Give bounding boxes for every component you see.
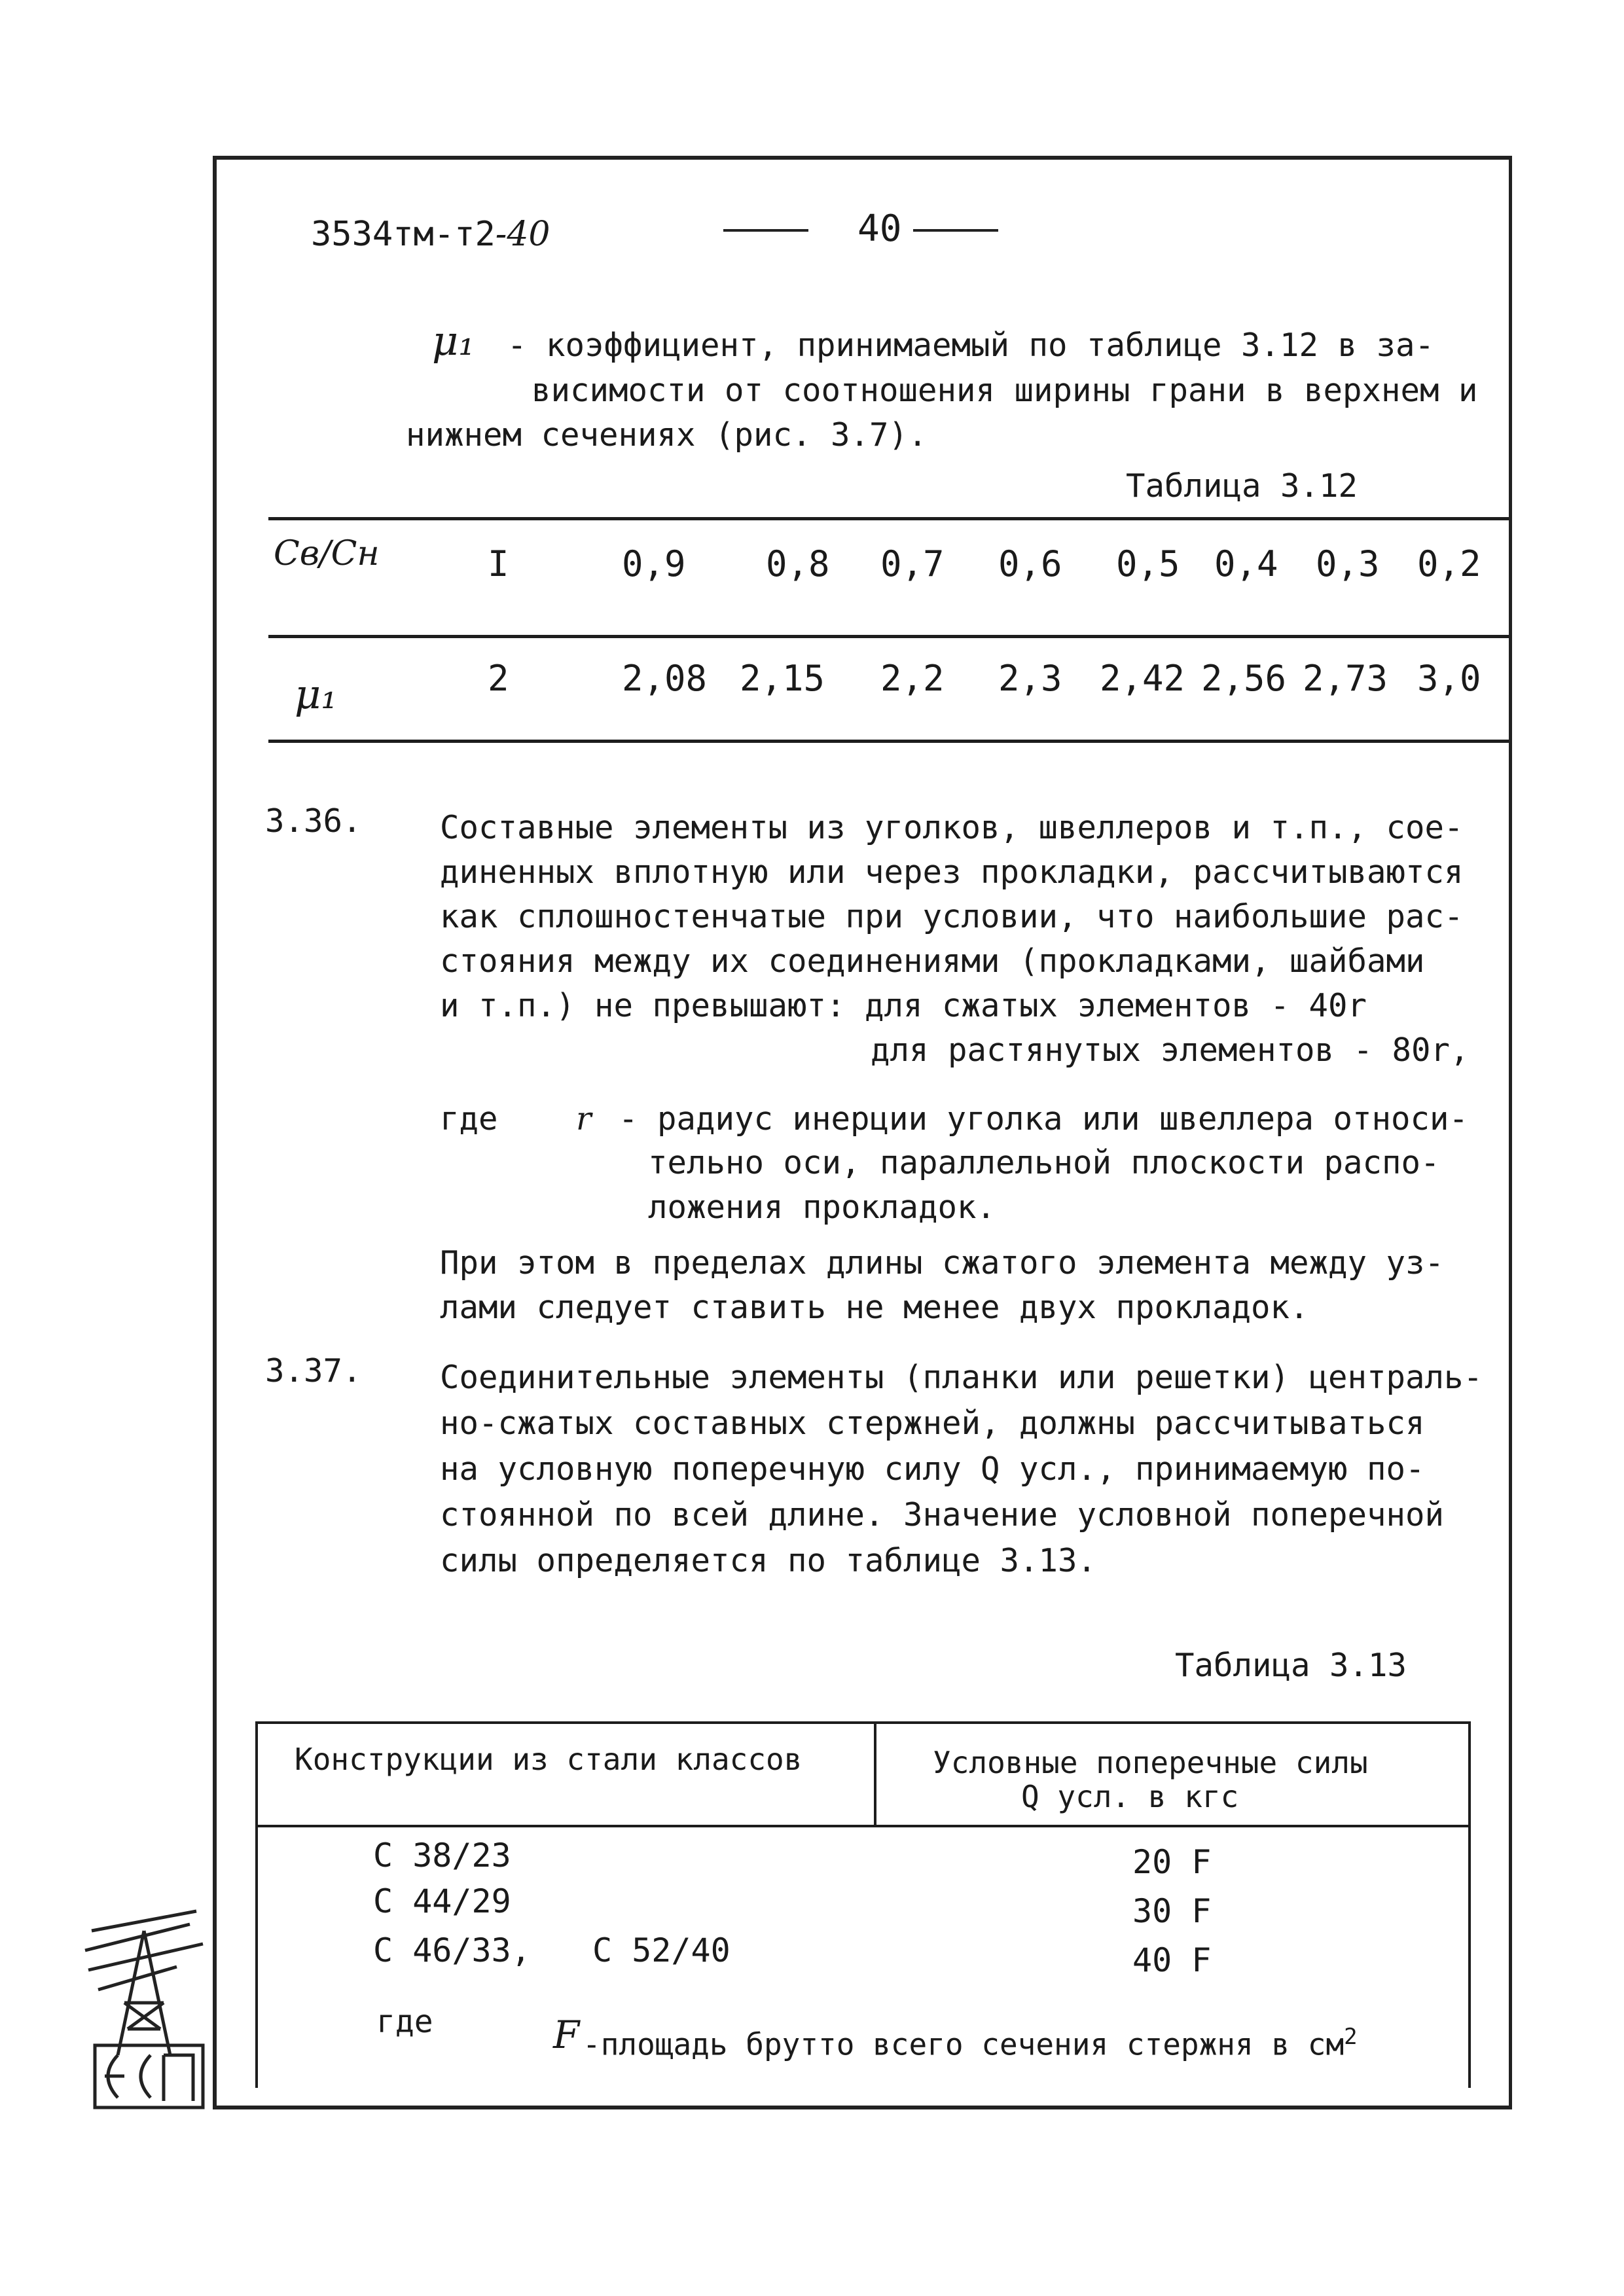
table-3-12-row2-label: μ₁ [295, 670, 338, 718]
table-3-13-force: 30 F [1132, 1892, 1212, 1930]
table-3-12-row1-label: Св/Сн [274, 534, 380, 573]
section-3-37-line: стоянной по всей длине. Значение условной поперечной [440, 1496, 1445, 1534]
table-3-12-caption: Таблица 3.12 [1126, 467, 1358, 505]
table-3-13-where-label: где [376, 2003, 433, 2040]
section-3-36-line: диненных вплотную или через прокладки, рассчитываются [440, 853, 1464, 891]
table-3-12-cell: 2,15 [740, 658, 825, 699]
section-3-37-line: на условную поперечную силу Q усл., принимаемую по- [440, 1450, 1425, 1488]
table-3-13-header-left: Конструкции из стали классов [295, 1742, 803, 1777]
handwritten-sheet-number: -40 [495, 215, 550, 254]
section-3-37-line: силы определяется по таблице 3.13. [440, 1542, 1097, 1579]
table-3-12-cell: 0,8 [766, 543, 830, 584]
table-3-12-cell: 0,2 [1417, 543, 1481, 584]
table-3-13-steel-class-2: С 52/40 [592, 1931, 731, 1969]
superscript-2: 2 [1344, 2024, 1358, 2050]
table-3-12-cell: 2,73 [1303, 658, 1388, 699]
table-3-12-cell: 0,6 [998, 543, 1062, 584]
table-3-12-cell: I [488, 543, 509, 584]
table-3-12-cell: 0,7 [880, 543, 945, 584]
mu-symbol: μ₁ [432, 317, 475, 365]
table-3-12-bottom-rule [268, 740, 1509, 743]
table-3-12-cell: 2,08 [622, 658, 708, 699]
table-3-13-steel-class: С 46/33, [373, 1931, 531, 1969]
section-3-36-where-label: где [440, 1100, 498, 1138]
table-3-13-left-rule [255, 1721, 258, 2088]
section-3-36-line: и т.п.) не превышают: для сжатых элементов - 40r [440, 987, 1367, 1024]
table-3-12-middle-rule [268, 635, 1509, 638]
table-3-13-force: 20 F [1132, 1843, 1212, 1881]
table-3-13-caption: Таблица 3.13 [1175, 1647, 1407, 1684]
table-3-12-cell: 3,0 [1417, 658, 1481, 699]
table-3-13-column-divider [874, 1721, 876, 1826]
section-3-36-where-line: ложения прокладок. [648, 1189, 996, 1226]
mu-line-2: висимости от соотношения ширины грани в верхнем и [532, 372, 1478, 409]
table-3-13-steel-class: С 44/29 [373, 1882, 511, 1920]
table-3-12-cell: 0,4 [1214, 543, 1278, 584]
table-3-13-header-right-2: Q усл. в кгс [1021, 1779, 1239, 1814]
section-3-36-where-line: - радиус инерции уголка или швеллера относи- [619, 1100, 1469, 1138]
table-3-12-cell: 0,5 [1116, 543, 1180, 584]
table-3-12-cell: 2,2 [880, 658, 945, 699]
area-symbol: F [553, 2013, 580, 2057]
table-3-13-top-rule [255, 1721, 1470, 1724]
table-3-13-where-text: -площадь брутто всего сечения стержня в $см^2$ [583, 2024, 1358, 2062]
page-number-left-dash [723, 229, 808, 232]
section-3-36-number: 3.36. [265, 802, 362, 840]
table-3-12-cell: 2,56 [1201, 658, 1287, 699]
section-3-37-line: Соединительные элементы (планки или решетки) централь- [440, 1359, 1483, 1396]
table-3-12-cell: 2 [488, 658, 509, 699]
section-3-36-line: для растянутых элементов - 80r, [871, 1031, 1470, 1069]
section-3-36-extra-line: При этом в пределах длины сжатого элемента между уз- [440, 1244, 1445, 1282]
section-3-36-line: как сплошностенчатые при условии, что наибольшие рас- [440, 898, 1464, 935]
table-3-12-cell: 2,42 [1100, 658, 1185, 699]
mu-line-3: нижнем сечениях (рис. 3.7). [406, 416, 928, 454]
mu-line-1: - коэффициент, принимаемый по таблице 3.12 в за- [507, 327, 1435, 364]
table-3-13-force: 40 F [1132, 1941, 1212, 1979]
section-3-36-line: стояния между их соединениями (прокладками, шайбами [440, 942, 1425, 980]
section-3-36-line: Составные элементы из уголков, швеллеров и т.п., сое- [440, 809, 1464, 846]
table-3-12-top-rule [268, 517, 1509, 520]
table-3-12-cell: 0,9 [622, 543, 686, 584]
table-3-13-header-rule [255, 1825, 1470, 1827]
table-3-13-header-right-1: Условные поперечные силы [933, 1745, 1368, 1780]
page-number-right-dash [913, 229, 998, 232]
table-3-12-cell: 0,3 [1316, 543, 1380, 584]
document-code: 3534тм-т2-40 [311, 215, 550, 254]
section-3-37-line: но-сжатых составных стержней, должны рассчитываться [440, 1405, 1425, 1442]
table-3-13-right-rule [1468, 1721, 1471, 2088]
page-number: 40 [857, 207, 902, 250]
table-3-12-cell: 2,3 [998, 658, 1062, 699]
section-3-36-extra-line: лами следует ставить не менее двух прокладок. [440, 1289, 1309, 1326]
radius-symbol: r [576, 1100, 592, 1138]
section-3-37-number: 3.37. [265, 1352, 362, 1390]
table-3-13-steel-class: С 38/23 [373, 1837, 511, 1874]
section-3-36-where-line: тельно оси, параллельной плоскости распо- [648, 1144, 1440, 1181]
esp-logo-icon [79, 1905, 209, 2114]
